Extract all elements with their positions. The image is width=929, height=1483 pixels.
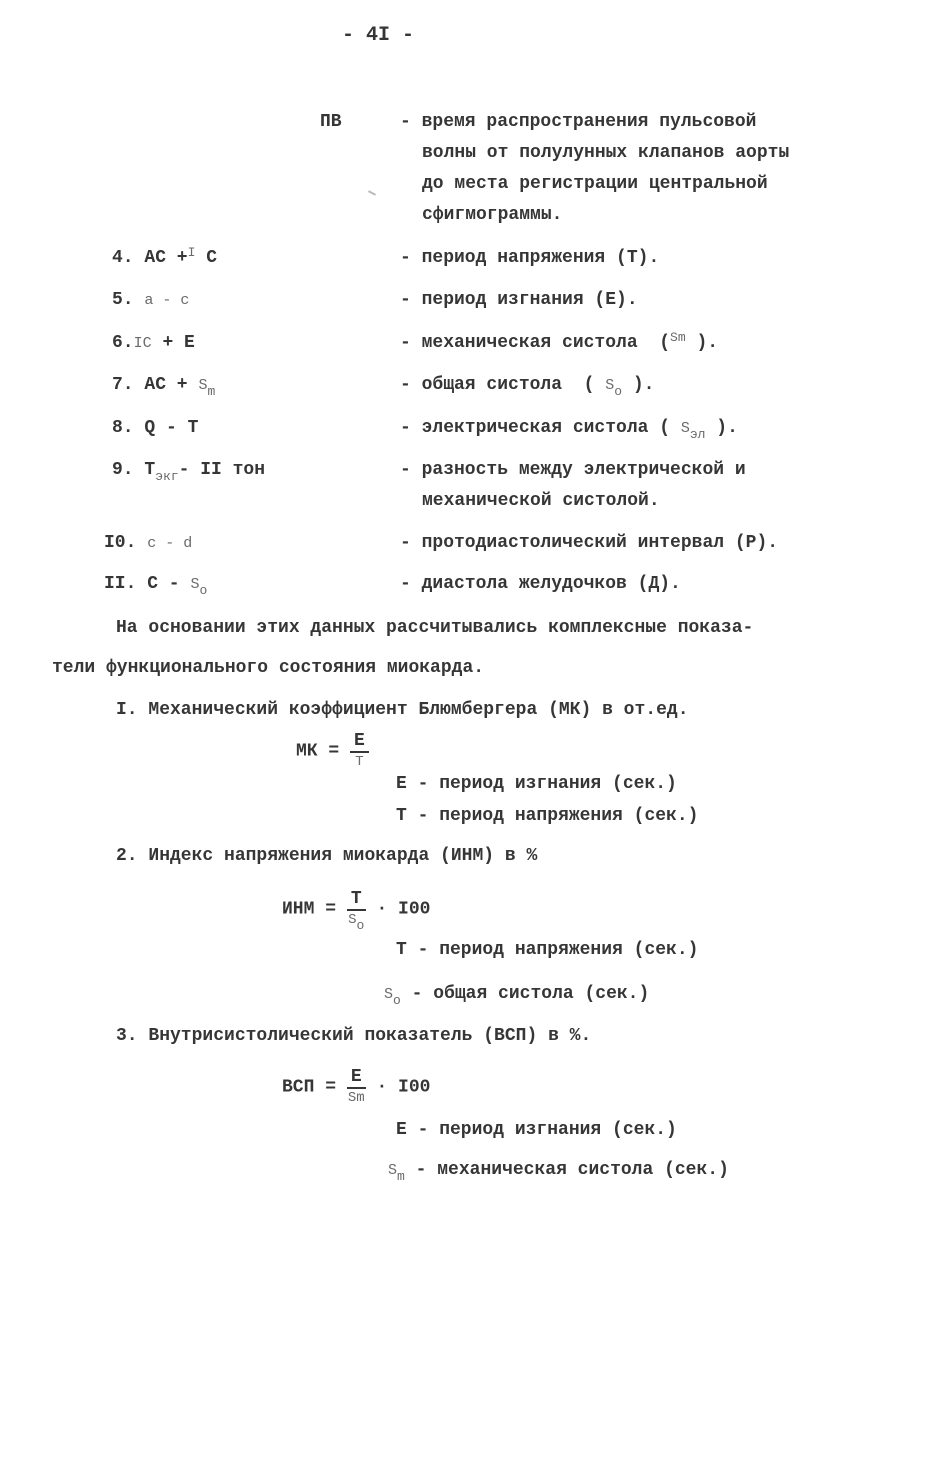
row-7-term-a: 7. АС + [112, 375, 188, 395]
pv-line-3: до места регистрации центральной [422, 174, 768, 194]
row-11-term [104, 574, 208, 598]
row-9-term-b: - II тон [178, 460, 266, 480]
formula-3-expression [282, 1068, 430, 1105]
formula-1-denominator: Т [355, 754, 364, 770]
row-10-term [104, 533, 192, 553]
row-5-desc: - период изгнания (Е). [400, 290, 638, 310]
row-11-desc: - диастола желудочков (Д). [400, 574, 681, 594]
row-10-term-b: с - d [147, 535, 193, 552]
row-9-desc-line-1: - разность между электрической и [400, 460, 746, 480]
row-5-term-a: 5. [112, 290, 134, 310]
pv-line-1: - время распространения пульсовой [400, 112, 757, 132]
formula-1-fraction [350, 732, 369, 769]
formula-3-fraction [347, 1068, 366, 1105]
formula-3-legend-1: Е - период изгнания (сек.) [396, 1120, 677, 1140]
row-6-desc-close: ). [696, 333, 719, 353]
page-number: - 4I - [342, 24, 415, 47]
formula-3-numerator: Е [347, 1068, 366, 1089]
row-11-term-sym: S [190, 576, 200, 593]
formula-3-legend-2-text: - механическая систола (сек.) [415, 1160, 729, 1180]
row-8-desc-close: ). [716, 418, 738, 438]
row-8-desc [400, 418, 738, 442]
row-6-desc-text: - механическая систола [400, 333, 638, 353]
formula-3-legend-2 [388, 1160, 729, 1184]
row-7-term-sub: m [207, 384, 216, 399]
formula-1-legend-2: Т - период напряжения (сек.) [396, 806, 699, 826]
formula-2-heading: 2. Индекс напряжения миокарда (ИНМ) в % [116, 846, 538, 866]
formula-1-expression [296, 732, 369, 769]
formula-3-multiplier: · I00 [376, 1077, 431, 1098]
row-10-desc: - протодиастолический интервал (Р). [400, 533, 779, 553]
row-4-term-sup: I [187, 245, 196, 260]
row-7-symbol: S [605, 377, 615, 394]
row-7-desc-close: ). [622, 375, 655, 395]
row-4-desc: - период напряжения (Т). [400, 248, 660, 268]
row-10-term-a: I0. [104, 533, 137, 553]
formula-2-legend-2-sym: S [384, 986, 394, 1003]
row-8-term: 8. Q - Т [112, 418, 199, 438]
row-9-term-sub: экг [155, 469, 179, 484]
row-7-term-sym: S [198, 377, 208, 394]
row-11-term-sub: o [199, 583, 208, 598]
row-8-symbol-sub: эл [689, 427, 706, 442]
row-4-term-a: 4. АС + [112, 248, 188, 268]
row-9-term [112, 460, 266, 484]
row-6-term-a: 6. [112, 333, 134, 353]
formula-1-heading: I. Механический коэффициент Блюмбергера (МК) в от.ед. [116, 700, 689, 720]
formula-2-denominator-sub: o [356, 918, 365, 933]
row-7-desc-text: - общая систола [400, 375, 563, 395]
ink-smudge [368, 190, 376, 196]
row-7-term [112, 375, 216, 399]
row-11-term-a: II. С - [104, 574, 180, 594]
row-9-term-a: 9. Т [112, 460, 156, 480]
row-6-symbol: Sm [670, 330, 686, 345]
formula-2-lhs: ИНМ = [282, 899, 337, 920]
formula-1-numerator: Е [350, 732, 369, 753]
row-4-term [112, 245, 218, 268]
row-6-term-b: IС [133, 335, 152, 352]
formula-2-expression [282, 889, 431, 933]
row-8-symbol: S [680, 420, 690, 437]
formula-2-legend-2-text: - общая систола (сек.) [411, 984, 650, 1004]
row-7-desc [400, 375, 655, 399]
formula-2-legend-1: Т - период напряжения (сек.) [396, 940, 699, 960]
row-8-desc-text: - электрическая систола ( [400, 418, 671, 438]
paragraph-line-1: На основании этих данных рассчитывались комплексные показа- [116, 618, 754, 638]
row-7-symbol-sub: o [614, 384, 623, 399]
row-4-term-c: С [206, 248, 218, 268]
pv-label: ПВ [320, 112, 342, 132]
formula-1-legend-1: Е - период изгнания (сек.) [396, 774, 677, 794]
row-7-desc-open: ( [583, 375, 606, 395]
row-9-desc-line-2: механической систолой. [422, 491, 660, 511]
row-6-term-c: + Е [162, 333, 195, 353]
formula-2-fraction [347, 889, 366, 933]
row-5-term-b: а - с [144, 292, 190, 309]
formula-2-numerator: Т [347, 890, 366, 911]
formula-2-multiplier: · I00 [376, 899, 431, 920]
formula-3-denominator: Sm [347, 1090, 365, 1106]
formula-3-legend-2-sub: m [397, 1169, 405, 1184]
formula-3-legend-2-sym: S [388, 1162, 398, 1179]
formula-3-lhs: ВСП = [282, 1077, 337, 1098]
paragraph-line-2: тели функционального состояния миокарда. [52, 658, 485, 678]
formula-3-heading: 3. Внутрисистолический показатель (ВСП) в %. [116, 1026, 592, 1046]
formula-2-legend-2-sub: o [393, 993, 401, 1008]
row-5-term [112, 290, 189, 310]
pv-line-2: волны от полулунных клапанов аорты [422, 143, 790, 163]
row-6-desc: - механическая систола ($^{Sm}$ ). [400, 330, 719, 353]
formula-2-legend-2 [384, 984, 650, 1008]
row-6-term [112, 333, 195, 353]
formula-2-denominator [347, 911, 366, 933]
formula-2-denominator-sym: S [348, 912, 357, 928]
formula-1-lhs: МК = [296, 741, 340, 762]
pv-line-4: сфигмограммы. [422, 205, 563, 225]
